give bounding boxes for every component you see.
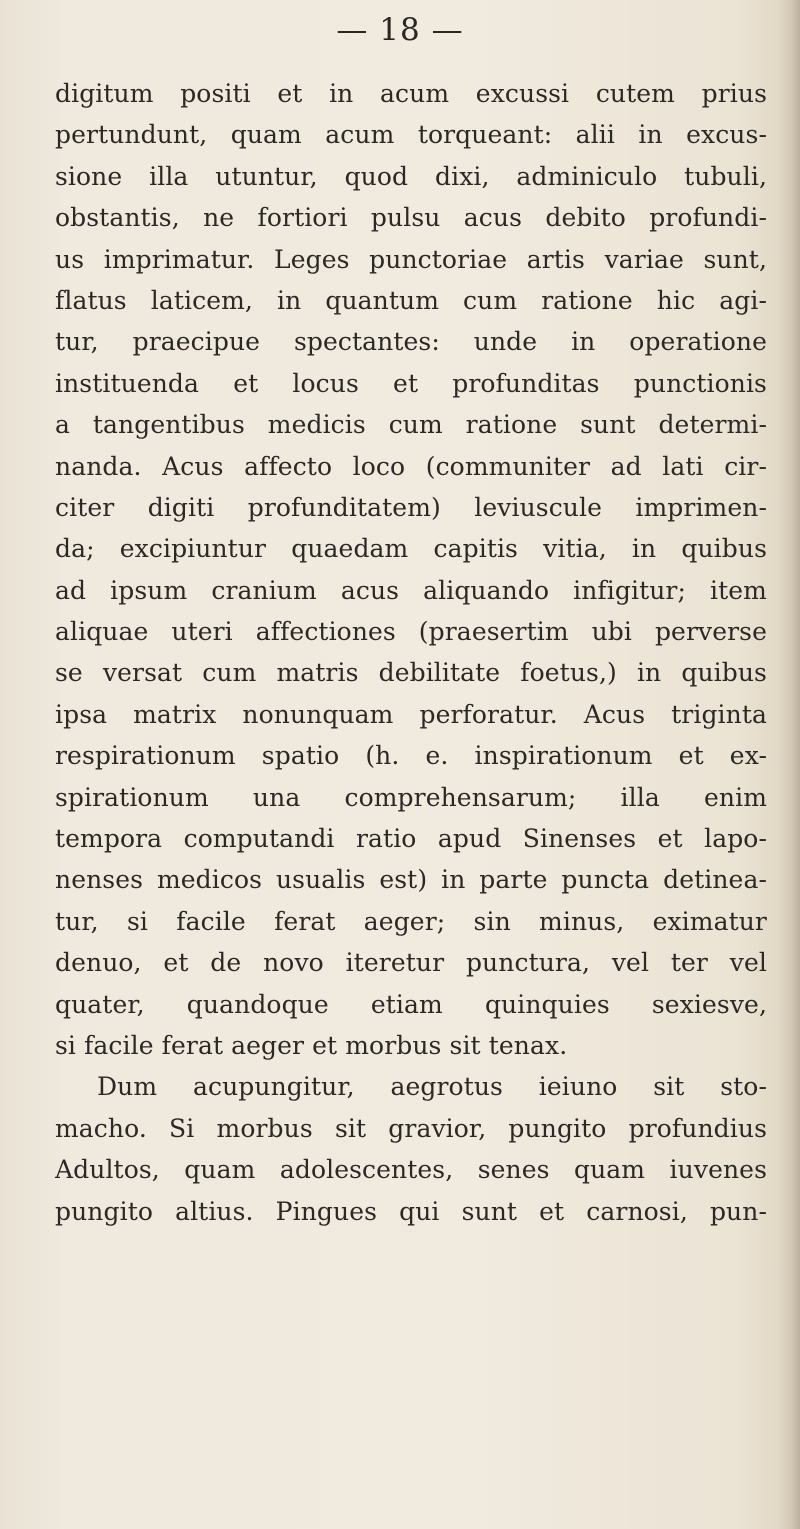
page-number: — 18 — [336,12,464,48]
text-line: quater, quandoque etiam quinquies sexiesve, [55,989,767,1019]
text-line: obstantis, ne fortiori pulsu acus debito profundi- [55,203,767,233]
text-line: digitum positi et in acum excussi cutem prius [55,79,767,108]
text-line: pungito altius. Pingues qui sunt et carnosi, pun- [55,1196,767,1226]
text-line: macho. Si morbus sit gravior, pungito profundius [55,1113,767,1143]
text-line: sione illa utuntur, quod dixi, adminiculo tubuli, [55,161,767,191]
text-line: nenses medicos usualis est) in parte puncta detinea- [55,865,767,895]
text-line: pertundunt, quam acum torqueant: alii in excus- [55,120,767,150]
text-line: ipsa matrix nonunquam perforatur. Acus triginta [55,699,767,729]
text-line: nanda. Acus affecto loco (communiter ad lati cir- [55,451,767,481]
text-line-paragraph-start: Dum acupungitur, aegrotus ieiuno sit sto- [97,1072,767,1102]
text-line: denuo, et de novo iteretur punctura, vel ter vel [55,948,767,978]
text-line: Adultos, quam adolescentes, senes quam iuvenes [55,1155,767,1185]
text-line: tempora computandi ratio apud Sinenses et lapo- [55,824,767,854]
text-line: a tangentibus medicis cum ratione sunt determi- [55,410,767,440]
text-line: aliquae uteri affectiones (praesertim ubi perverse [55,617,767,647]
text-line-paragraph-end: si facile ferat aeger et morbus sit tenax. [55,1030,568,1060]
page-edge-shadow [778,0,800,1529]
text-line: flatus laticem, in quantum cum ratione hic agi- [55,285,767,315]
text-line: respirationum spatio (h. e. inspirationum et ex- [55,741,767,771]
text-line: ad ipsum cranium acus aliquando infigitur; item [55,575,767,605]
text-line: da; excipiuntur quaedam capitis vitia, in quibus [55,534,767,564]
text-line: citer digiti profunditatem) leviuscule imprimen- [55,492,767,522]
text-line: spirationum una comprehensarum; illa enim [55,782,767,812]
text-line: tur, si facile ferat aeger; sin minus, eximatur [55,906,767,936]
text-line: tur, praecipue spectantes: unde in operatione [55,327,767,357]
text-line: se versat cum matris debilitate foetus,) in quibus [55,658,767,688]
text-line: instituenda et locus et profunditas punctionis [55,368,767,398]
body-text [55,73,767,1232]
text-line: us imprimatur. Leges punctoriae artis variae sunt, [55,244,767,274]
